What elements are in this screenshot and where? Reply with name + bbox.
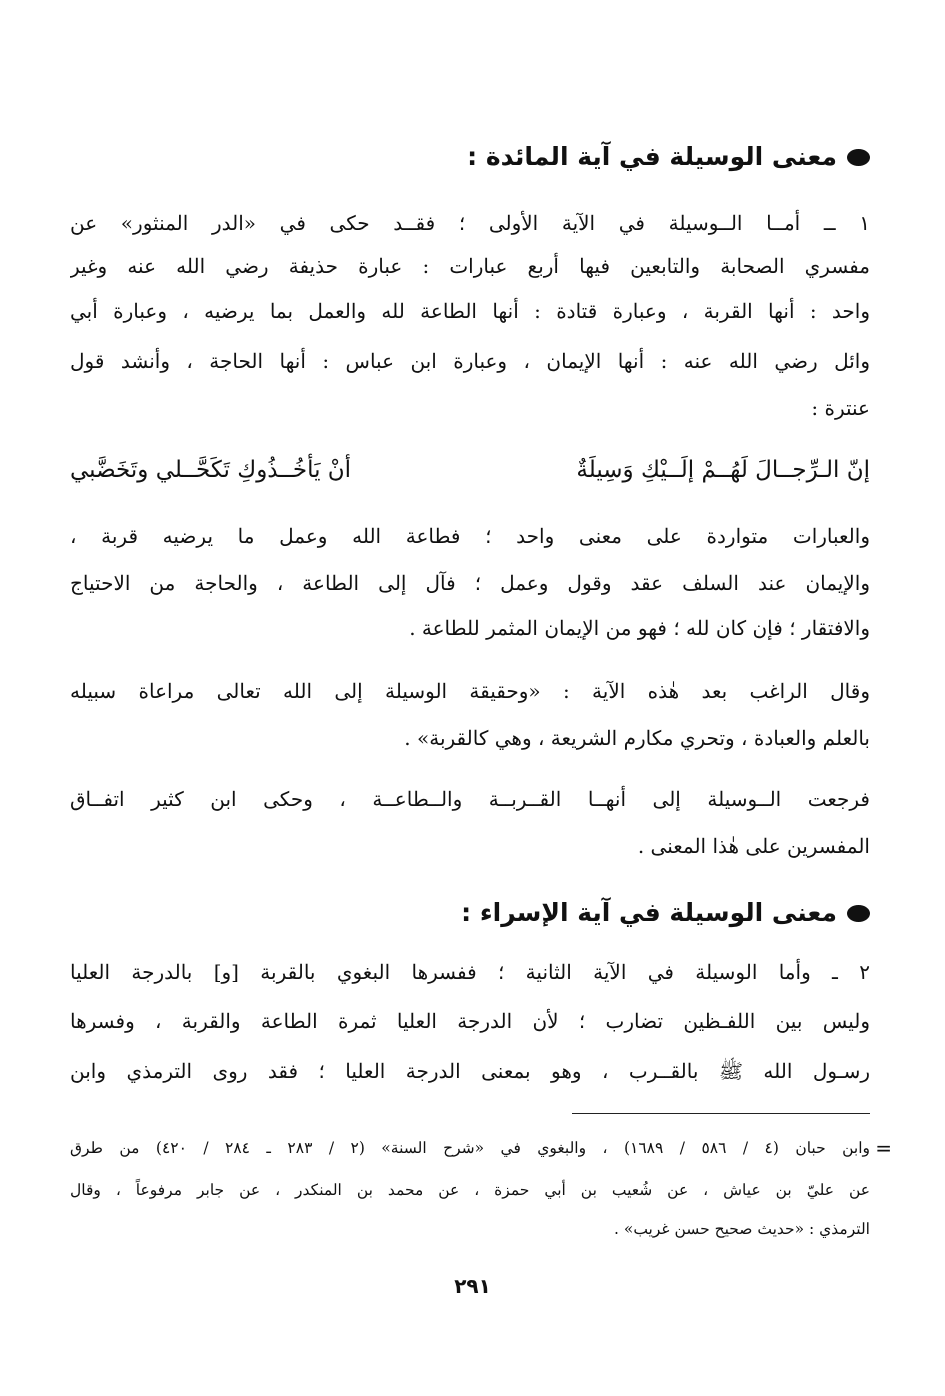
verse-hemistich-second: أنْ يَأخُــذُوكِ تَكَحَّــلي وتَخَضَّبي [70,457,352,483]
footnote-continuation-marker: = [875,1136,892,1160]
text-line: والإيمان عند السلف عقد وقول وعمل ؛ فآل إلى الطاعة ، والحاجة من الاحتياج [70,571,870,595]
text-line: المفسرين على هٰذا المعنى . [637,834,870,858]
text-line: وليس بين اللفـظين تضارب ؛ لأن الدرجة العليا ثمرة الطاعة والقربة ، وفسرها [70,1009,870,1033]
footnote-line: الترمذي : «حديث صحيح حسن غريب» . [613,1220,870,1238]
text-line: ٢ ـ وأما الوسيلة في الآية الثانية ؛ ففسرها البغوي بالقربة [و] بالدرجة العليا [70,960,870,984]
text-line: مفسري الصحابة والتابعين فيها أربع عبارات : عبارة حذيفة رضي الله عنه وغير [70,254,870,278]
footnote-line: وابن حبان (٤ / ٥٨٦ / ١٦٨٩) ، والبغوي في «شرح السنة» (٢ / ٢٨٣ ـ ٢٨٤ / ٤٢٠) من طرق [70,1139,870,1157]
text-line: وائل رضي الله عنه : أنها الإيمان ، وعبارة ابن عباس : أنها الحاجة ، وأنشد قول [70,349,870,373]
text-line: فرجعت الــوسيلة إلى أنهــا القــربــة والــطاعــة ، وحكى ابن كثير اتفــاق [70,787,870,811]
verse-hemistich-first: إنّ الـرِّجــالَ لَهُــمْ إلَــيْكِ وَسِيلَةٌ [576,457,870,483]
text-line: وقال الراغب بعد هٰذه الآية : «وحقيقة الوسيلة إلى الله تعالى مراعاة سبيله [70,679,870,703]
page-number: ٢٩١ [454,1274,491,1298]
section-heading-isra [461,893,870,933]
section-heading-maidah [467,137,870,177]
heading-text: معنى الوسيلة في آية المائدة : [467,142,837,171]
bullet-icon [847,149,870,166]
text-line: ١ ــ أمــا الــوسيلة في الآية الأولى ؛ فقــد حكى في «الدر المنثور» عن [70,211,870,235]
poem-verse [70,448,870,492]
text-line: والعبارات متواردة على معنى واحد ؛ فطاعة الله وعمل ما يرضيه قربة ، [70,524,870,548]
footnote-line: عن عليّ بن عياش ، عن شُعيب بن أبي حمزة ، عن محمد بن المنكدر ، عن جابر مرفوعاً ، وقال [70,1181,870,1199]
text-line: رسـول الله ﷺ بالقــرب ، وهو بمعنى الدرجة العليا ؛ فقد روى الترمذي وابن [70,1059,870,1083]
bullet-icon [847,905,870,922]
text-line: واحد : أنها القربة ، وعبارة قتادة : أنها الطاعة لله والعمل بما يرضيه ، وعبارة أبي [70,299,870,323]
footnote-separator [572,1113,870,1114]
text-line: بالعلم والعبادة ، وتحري مكارم الشريعة ، وهي كالقربة» . [404,726,870,750]
text-line: عنترة : [811,396,870,420]
text-line: والافتقار ؛ فإن كان لله ؛ فهو من الإيمان المثمر للطاعة . [409,616,870,640]
heading-text: معنى الوسيلة في آية الإسراء : [461,898,837,927]
